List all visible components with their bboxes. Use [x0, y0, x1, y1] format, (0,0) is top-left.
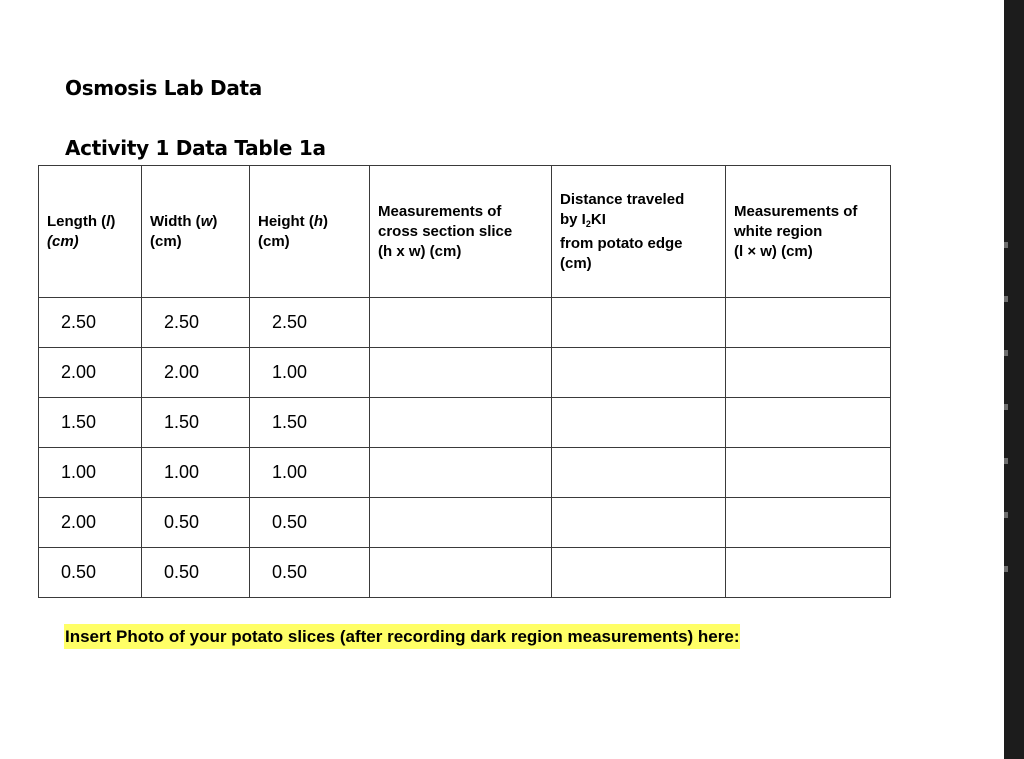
table-row — [39, 298, 891, 348]
length-cell: 2.50 — [39, 298, 142, 348]
length-cell: 2.00 — [39, 348, 142, 398]
distance-cell[interactable] — [552, 498, 726, 548]
table-row — [39, 498, 891, 548]
panel-tick — [1004, 404, 1008, 410]
white-region-cell[interactable] — [726, 498, 891, 548]
photo-instruction: Insert Photo of your potato slices (after recording dark region measurements) here: — [64, 624, 740, 649]
width-cell: 0.50 — [142, 548, 250, 598]
table-row — [39, 348, 891, 398]
width-cell: 2.50 — [142, 298, 250, 348]
height-cell: 1.50 — [250, 398, 370, 448]
width-cell: 0.50 — [142, 498, 250, 548]
table-title: Activity 1 Data Table 1a — [65, 136, 326, 160]
panel-tick — [1004, 350, 1008, 356]
cross-section-cell[interactable] — [370, 498, 552, 548]
white-region-cell[interactable] — [726, 398, 891, 448]
height-cell: 2.50 — [250, 298, 370, 348]
white-region-cell[interactable] — [726, 448, 891, 498]
panel-tick — [1004, 512, 1008, 518]
panel-tick — [1004, 296, 1008, 302]
cross-section-cell[interactable] — [370, 448, 552, 498]
header-width: Width (w) (cm) — [142, 166, 250, 298]
panel-tick — [1004, 566, 1008, 572]
white-region-cell[interactable] — [726, 348, 891, 398]
header-row — [39, 166, 891, 298]
length-cell: 0.50 — [39, 548, 142, 598]
distance-cell[interactable] — [552, 298, 726, 348]
cross-section-cell[interactable] — [370, 548, 552, 598]
width-cell: 2.00 — [142, 348, 250, 398]
document-title: Osmosis Lab Data — [65, 76, 262, 100]
table-row — [39, 548, 891, 598]
header-white-region: Measurements of white region (l × w) (cm) — [726, 166, 891, 298]
distance-cell[interactable] — [552, 348, 726, 398]
header-distance: Distance traveled by $I_2KI$ from potato edge (cm) — [552, 166, 726, 298]
table-row — [39, 398, 891, 448]
panel-tick — [1004, 458, 1008, 464]
length-cell: 1.00 — [39, 448, 142, 498]
distance-cell[interactable] — [552, 548, 726, 598]
panel-tick — [1004, 242, 1008, 248]
table-row — [39, 448, 891, 498]
cross-section-cell[interactable] — [370, 398, 552, 448]
length-cell: 2.00 — [39, 498, 142, 548]
distance-cell[interactable] — [552, 398, 726, 448]
cross-section-cell[interactable] — [370, 298, 552, 348]
width-cell: 1.50 — [142, 398, 250, 448]
header-length: Length (l) (cm) — [39, 166, 142, 298]
header-height: Height (h) (cm) — [250, 166, 370, 298]
data-table — [38, 165, 891, 598]
cross-section-cell[interactable] — [370, 348, 552, 398]
window-edge-panel — [1004, 0, 1024, 759]
header-cross-section: Measurements of cross section slice (h x w) (cm) — [370, 166, 552, 298]
width-cell: 1.00 — [142, 448, 250, 498]
white-region-cell[interactable] — [726, 298, 891, 348]
height-cell: 1.00 — [250, 348, 370, 398]
length-cell: 1.50 — [39, 398, 142, 448]
height-cell: 0.50 — [250, 498, 370, 548]
height-cell: 0.50 — [250, 548, 370, 598]
white-region-cell[interactable] — [726, 548, 891, 598]
distance-cell[interactable] — [552, 448, 726, 498]
height-cell: 1.00 — [250, 448, 370, 498]
